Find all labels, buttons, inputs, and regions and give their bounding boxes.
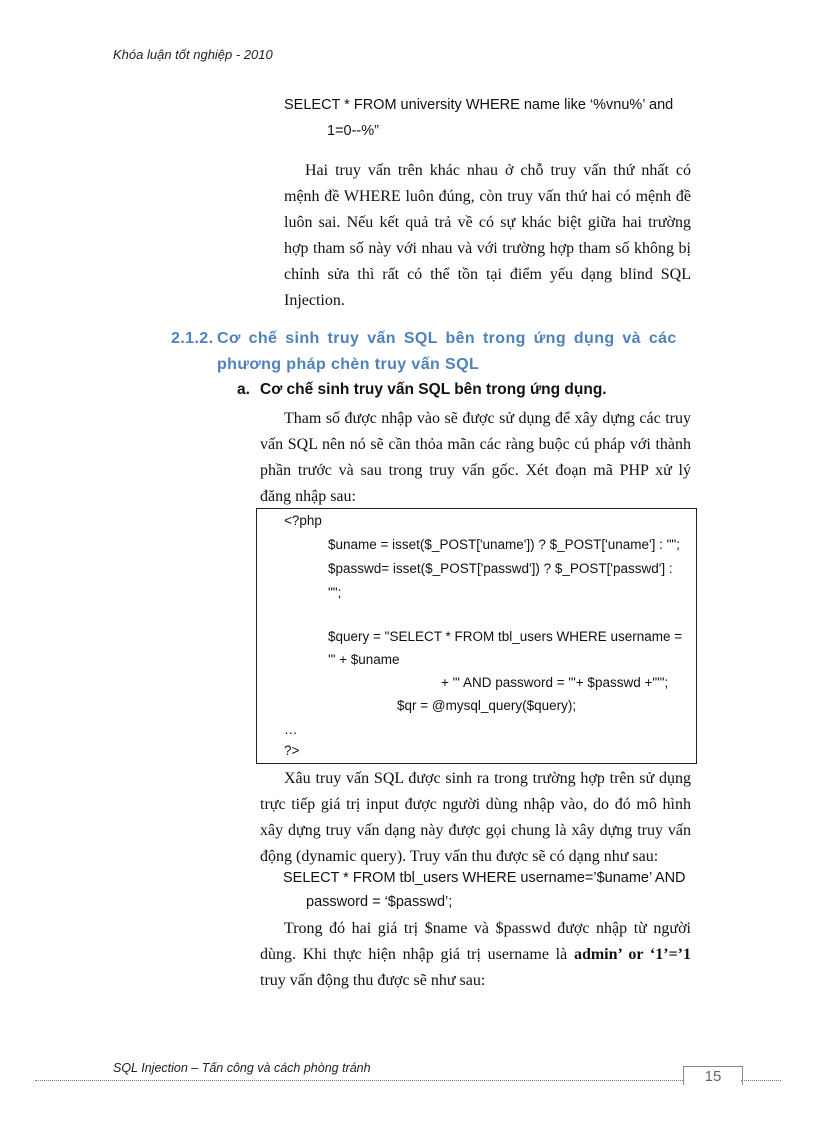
code-line: $passwd= isset($_POST['passwd']) ? $_POST['passwd'] : [328, 561, 673, 576]
paragraph-1-line-3: luôn sai. Nếu kết quả trả về có sự khác biệt giữa hai trường [284, 214, 691, 231]
subsection-label: a. [237, 381, 250, 398]
paragraph-3-line-2: trực tiếp giá trị input được người dùng nhập vào, do đó mô hình [260, 796, 691, 813]
paragraph-3-line-3: xây dựng truy vấn dạng này được gọi chung là xây dựng truy vấn [260, 822, 691, 839]
code-line: '" + $uname [328, 652, 400, 667]
paragraph-3-line-4: động (dynamic query). Truy vấn thu được sẽ có dạng như sau: [260, 848, 659, 865]
dynamic-query-line-2: password = ‘$passwd’; [306, 894, 453, 910]
paragraph-4-line-2-bold: admin’ or ‘1’=’1 [573, 946, 692, 963]
page-number: 15 [683, 1066, 743, 1085]
paragraph-1-line-2: mệnh đề WHERE luôn đúng, còn truy vấn thứ hai có mệnh đề [284, 188, 691, 205]
running-footer: SQL Injection – Tấn công và cách phòng tránh [113, 1061, 371, 1075]
section-number: 2.1.2. [171, 330, 214, 347]
paragraph-2-line-2: vấn SQL nên nó sẽ cần thỏa mãn các ràng buộc cú pháp với thành [260, 436, 691, 453]
paragraph-2-line-1: Tham số được nhập vào sẽ được sử dụng để xây dựng các truy [284, 410, 691, 427]
example-query-line-2: 1=0--%” [327, 123, 379, 139]
code-line: $uname = isset($_POST['uname']) ? $_POST['uname'] : ""; [328, 537, 680, 552]
php-code-block [256, 508, 697, 764]
code-line: ?> [284, 743, 300, 758]
running-header: Khóa luận tốt nghiệp - 2010 [113, 47, 273, 62]
paragraph-1-line-6: Injection. [284, 292, 345, 309]
code-line: <?php [284, 513, 322, 528]
section-title-line-1: Cơ chế sinh truy vấn SQL bên trong ứng dụng và các [217, 330, 677, 347]
code-line: ""; [328, 585, 342, 600]
code-line: … [284, 722, 298, 737]
dynamic-query-line-1: SELECT * FROM tbl_users WHERE username=’$uname’ AND [283, 870, 686, 886]
code-line: $query = "SELECT * FROM tbl_users WHERE username = [328, 629, 683, 644]
footer-rule-right [741, 1080, 781, 1081]
footer-rule-left [35, 1080, 683, 1081]
paragraph-4-line-1: Trong đó hai giá trị $name và $passwd được nhập từ người [284, 920, 691, 937]
paragraph-1-line-1: Hai truy vấn trên khác nhau ở chỗ truy vấn thứ nhất có [305, 162, 691, 179]
section-title-line-2: phương pháp chèn truy vấn SQL [217, 356, 480, 373]
paragraph-4-line-2 [260, 942, 691, 968]
paragraph-2-line-4: đăng nhập sau: [260, 488, 356, 505]
code-line: + "' AND password = '"+ $passwd +"'"; [441, 675, 669, 690]
subsection-title: Cơ chế sinh truy vấn SQL bên trong ứng dụng. [260, 381, 607, 398]
paragraph-1-line-4: hợp tham số này với nhau và với trường hợp tham số không bị [284, 240, 691, 257]
paragraph-4-line-3: truy vấn động thu được sẽ như sau: [260, 972, 486, 989]
example-query-line-1: SELECT * FROM university WHERE name like ‘%vnu%’ and [284, 97, 674, 113]
paragraph-3-line-1: Xâu truy vấn SQL được sinh ra trong trường hợp trên sử dụng [284, 770, 691, 787]
paragraph-2-line-3: phần trước và sau trong truy vấn gốc. Xét đoạn mã PHP xử lý [260, 462, 691, 479]
code-line: $qr = @mysql_query($query); [397, 698, 577, 713]
paragraph-1-line-5: chỉnh sửa thì rất có thể tồn tại điểm yếu dạng blind SQL [284, 266, 691, 283]
paragraph-4-line-2-text: dùng. Khi thực hiện nhập giá trị username là [260, 946, 574, 963]
